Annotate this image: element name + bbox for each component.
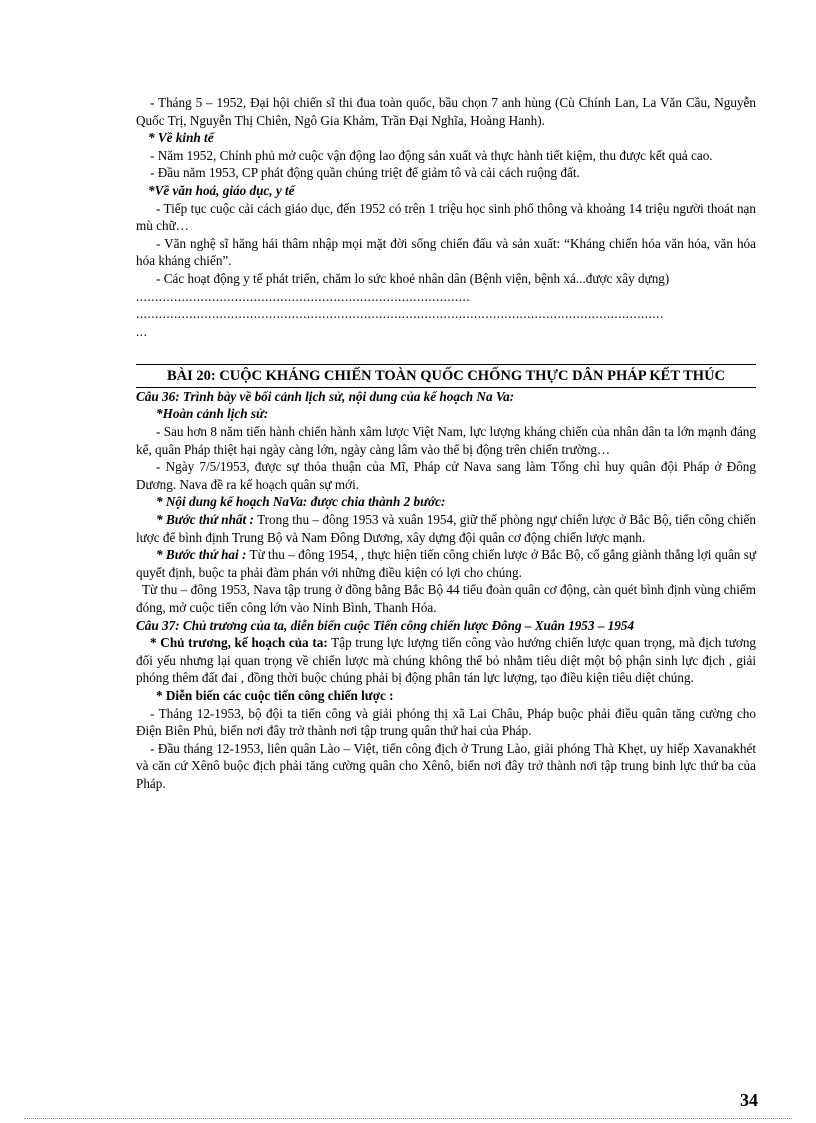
- step-one-text: Trong thu – đông 1953 và xuân 1954, giữ thế phòng ngự chiến lược ở Bắc Bộ, tiến công chiến lược để bình định Trung Bộ và Nam Đông Dương, xây dựng đội quân cơ động chiến lược mạnh.: [136, 511, 757, 545]
- paragraph-central-laos: - Đầu tháng 12-1953, liên quân Lào – Việt, tiến công địch ở Trung Lào, giải phóng Thà Khẹt, uy hiếp Xavanakhét và căn cứ Xênô buộc địch phải tăng cường quân cho Xênô, biến nơi đây trở thành nơi tập trung binh lực thứ ba của Pháp.: [136, 740, 756, 791]
- footer-divider: [24, 1118, 792, 1119]
- question-36: Câu 36: Trình bày về bối cảnh lịch sử, nội dung của kế hoạch Na Va:: [136, 388, 515, 404]
- policy-label: * Chủ trương, kế hoạch của ta:: [150, 635, 328, 651]
- paragraph-step-two: [136, 546, 756, 581]
- paragraph-navarre-action: Từ thu – đông 1953, Nava tập trung ở đồng bằng Bắc Bộ 44 tiểu đoàn quân cơ động, càn quét bình định vùng chiếm đóng, mở cuộc tiến công lớn vào Ninh Bình, Thanh Hóa.: [136, 582, 756, 615]
- paragraph-land-reform: - Đầu năm 1953, CP phát động quần chúng triệt để giảm tô và cải cách ruộng đất.: [150, 165, 580, 181]
- lesson-title: BÀI 20: CUỘC KHÁNG CHIẾN TOÀN QUỐC CHỐNG THỰC DÂN PHÁP KẾT THÚC: [136, 364, 756, 388]
- dotted-line-3: ...: [136, 323, 148, 339]
- paragraph-step-one: [136, 511, 756, 546]
- paragraph-context-2: - Ngày 7/5/1953, được sự thỏa thuận của Mĩ, Pháp cử Nava sang làm Tổng chỉ huy quân đội Pháp ở Đông Dương. Nava đề ra kế hoạch quân sự mới.: [136, 459, 756, 492]
- paragraph-policy: [136, 634, 756, 687]
- step-two-label: * Bước thứ hai :: [156, 547, 247, 563]
- paragraph-health: - Các hoạt động y tế phát triển, chăm lo sức khoẻ nhân dân (Bệnh viện, bệnh xá...được xây dựng): [156, 270, 670, 286]
- page-number: 34: [740, 1090, 758, 1110]
- paragraph-arts: - Văn nghệ sĩ hăng hái thâm nhập mọi mặt đời sống chiến đấu và sản xuất: “Kháng chiến hóa văn hóa, văn hóa hóa kháng chiến”.: [136, 235, 756, 269]
- question-37: Câu 37: Chủ trương của ta, diễn biến cuộc Tiến công chiến lược Đông – Xuân 1953 – 1954: [136, 617, 635, 633]
- paragraph-economy-1952: - Năm 1952, Chính phủ mở cuộc vận động lao động sản xuất và thực hành tiết kiệm, thu được kết quả cao.: [150, 147, 713, 163]
- paragraph-heroes: - Tháng 5 – 1952, Đại hội chiến sĩ thi đua toàn quốc, bầu chọn 7 anh hùng (Cù Chính Lan, La Văn Cầu, Nguyễn Quốc Trị, Nguyễn Thị Chiên, Ngô Gia Khảm, Trần Đại Nghĩa, Hoàng Hanh).: [136, 95, 756, 128]
- dotted-line-1: ........................................................................................: [136, 288, 471, 304]
- dotted-line-2: ...........................................................................................................................................: [136, 306, 664, 322]
- paragraph-lai-chau: - Tháng 12-1953, bộ đội ta tiến công và giải phóng thị xã Lai Châu, Pháp buộc phải điều quân tăng cường cho Điện Biên Phủ, biến nơi đây trở thành nơi tập trung quân thứ hai của Pháp.: [136, 705, 756, 739]
- policy-text: Tập trung lực lượng tiến công vào hướng chiến lược quan trọng, mà địch tương đối yếu nhưng lại quan trọng về chiến lược mà chúng không thể bỏ nhằm tiêu diệt một bộ phận sinh lực địch , giải phóng thêm đất đai , đồng thời buộc chúng phải bị động phân tán lực lượng, tạo điều kiện tiêu diệt chúng.: [136, 635, 757, 686]
- step-one-label: * Bước thứ nhất :: [156, 511, 254, 527]
- heading-culture: *Về văn hoá, giáo dục, y tế: [148, 182, 295, 198]
- heading-context: *Hoàn cảnh lịch sử:: [156, 406, 269, 422]
- paragraph-education: - Tiếp tục cuộc cải cách giáo dục, đến 1952 có trên 1 triệu học sinh phổ thông và khoảng 14 triệu người thoát nạn mù chữ…: [136, 200, 756, 234]
- heading-economy: * Về kinh tế: [148, 130, 214, 146]
- paragraph-context-1: - Sau hơn 8 năm tiến hành chiến hành xâm lược Việt Nam, lực lượng kháng chiến của nhân dân ta lớn mạnh đáng kể, quân Pháp thiệt hại ngày càng lớn, ngày càng lâm vào thế bị động trên chiến trường…: [136, 424, 756, 457]
- step-two-text: Từ thu – đông 1954, , thực hiện tiến công chiến lược ở Bắc Bộ, cố gắng giành thắng lợi quân sự quyết định, buộc ta phải đàm phán với những điều kiện có lợi cho chúng.: [136, 547, 756, 580]
- document-body: [136, 94, 756, 792]
- heading-developments: * Diễn biến các cuộc tiến công chiến lược :: [156, 687, 394, 703]
- heading-navarre-plan: * Nội dung kế hoạch NaVa: được chia thành 2 bước:: [156, 494, 446, 510]
